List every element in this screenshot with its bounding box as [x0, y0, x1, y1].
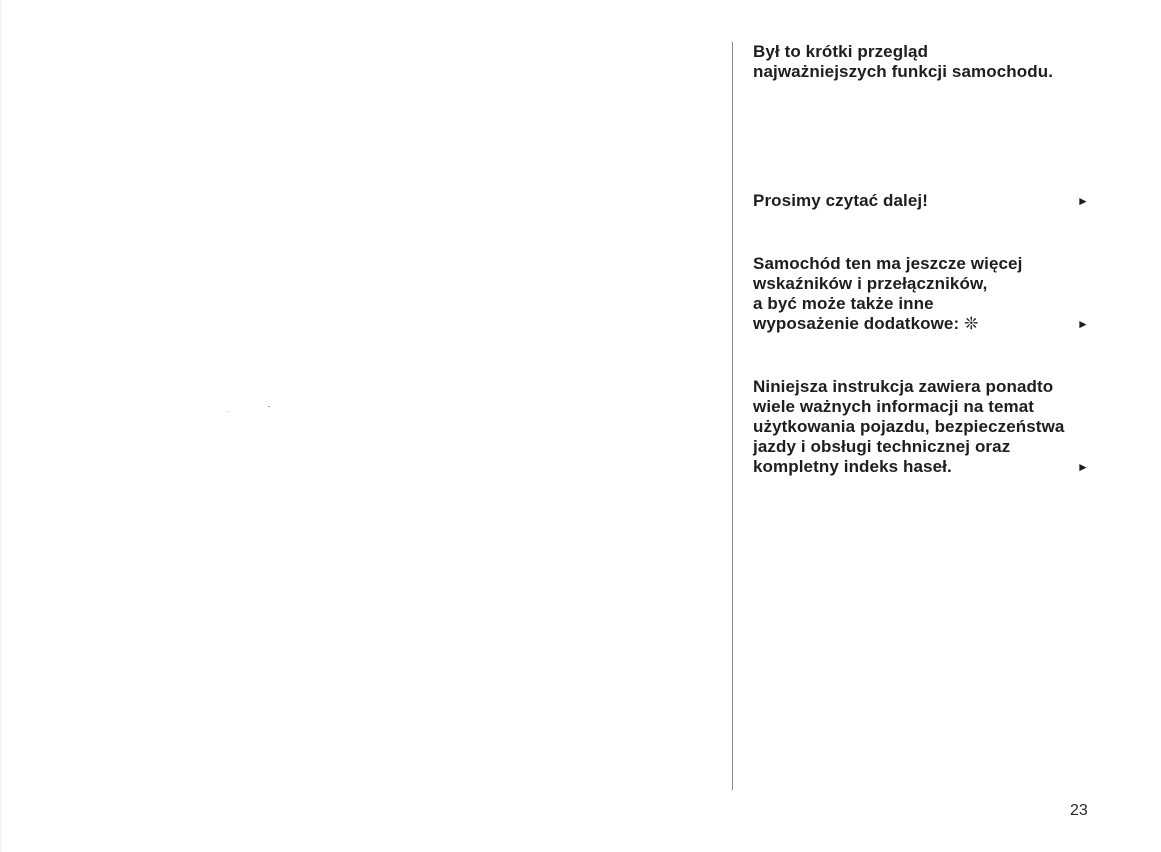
continue-reading-paragraph: [753, 191, 1093, 211]
text-line: Był to krótki przegląd: [753, 42, 929, 61]
scan-edge: [0, 0, 2, 852]
text-line: a być może także inne: [753, 294, 934, 313]
triangle-right-icon: ►: [1077, 194, 1089, 208]
scan-speck: [227, 411, 229, 412]
summary-paragraph: [753, 42, 1093, 82]
scan-speck: [268, 406, 270, 407]
text-line: wyposażenie dodatkowe: ❊: [753, 314, 979, 333]
text-line: wskaźników i przełączników,: [753, 274, 988, 293]
text-line: kompletny indeks haseł.: [753, 457, 952, 476]
triangle-right-icon: ►: [1077, 460, 1089, 474]
manual-contents-paragraph: [753, 377, 1093, 477]
more-equipment-paragraph: [753, 254, 1093, 334]
page-number: 23: [1070, 802, 1088, 819]
column-divider: [732, 42, 733, 790]
text-line: jazdy i obsługi technicznej oraz: [753, 437, 1011, 456]
text-line: Prosimy czytać dalej!: [753, 191, 929, 210]
text-line: wiele ważnych informacji na temat: [753, 397, 1035, 416]
text-line: użytkowania pojazdu, bezpieczeństwa: [753, 417, 1065, 436]
text-line: Samochód ten ma jeszcze więcej: [753, 254, 1023, 273]
triangle-right-icon: ►: [1077, 317, 1089, 331]
text-line: Niniejsza instrukcja zawiera ponadto: [753, 377, 1054, 396]
text-line: najważniejszych funkcji samochodu.: [753, 62, 1054, 81]
